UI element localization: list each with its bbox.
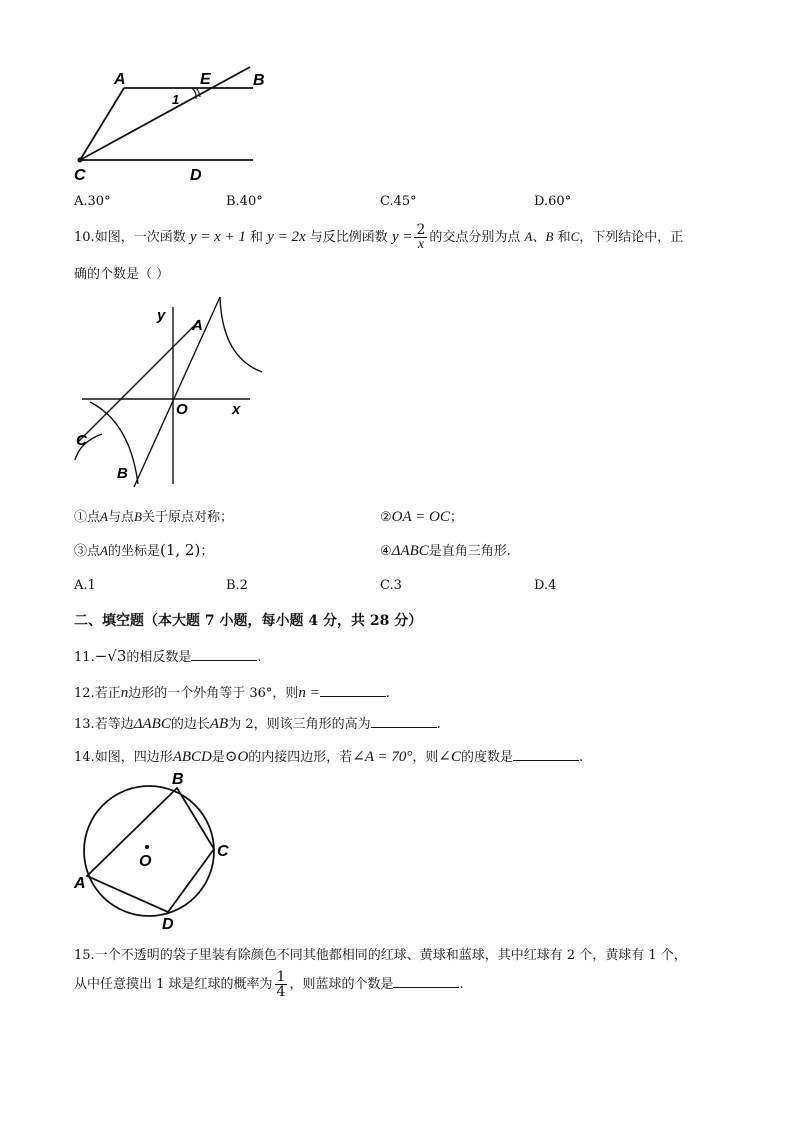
s1-pre: ①点 bbox=[74, 510, 101, 525]
q12-end: . bbox=[385, 686, 390, 701]
q10-option-c: C.3 bbox=[380, 578, 402, 593]
q15-text-1: 一个不透明的袋子里装有除颜色不同其他都相同的红球、黄球和蓝球，其中红球有 2 个，黄球有 1 个， bbox=[94, 948, 687, 963]
q12-n: n bbox=[120, 685, 129, 701]
s1-a: A bbox=[100, 509, 108, 524]
s2-pre: ② bbox=[380, 510, 392, 525]
q10-text-4: 的交点分别为点 bbox=[429, 230, 521, 245]
q10-number: 10. bbox=[74, 230, 95, 245]
q9-option-a: A.30° bbox=[74, 194, 111, 209]
q9-figure bbox=[70, 62, 280, 187]
q10-func-2: y = 2x bbox=[267, 229, 306, 245]
circle-o bbox=[84, 786, 214, 916]
q10-and: 和 bbox=[557, 230, 571, 245]
label-a: A bbox=[114, 71, 126, 88]
q12-text-2: 边形的一个外角等于 36°，则 bbox=[128, 686, 299, 701]
question-11 bbox=[74, 646, 262, 665]
q13-number: 13. bbox=[74, 717, 95, 732]
q10-option-b: B.2 bbox=[226, 578, 248, 593]
q10-text-2: 和 bbox=[250, 230, 264, 245]
label-o: O bbox=[176, 401, 188, 418]
q14-math-4: ∠C bbox=[438, 749, 461, 765]
label-o: O bbox=[139, 853, 152, 870]
q13-text-2: 的边长 bbox=[170, 717, 210, 732]
label-e: E bbox=[200, 71, 211, 88]
q13-math-1: ΔABC bbox=[133, 716, 171, 732]
label-x: x bbox=[232, 401, 241, 418]
s3-pre: ③点 bbox=[74, 544, 101, 559]
label-d: D bbox=[162, 916, 174, 933]
q10-point-a: A bbox=[524, 229, 533, 244]
question-14 bbox=[74, 746, 583, 766]
q14-text-3: 的内接四边形，若 bbox=[248, 750, 353, 765]
q12-text-1: 若正 bbox=[94, 686, 121, 701]
q10-text-1: 如图，一次函数 bbox=[94, 230, 186, 245]
s3-a: A bbox=[100, 543, 108, 558]
q15-text-2: 从中任意摸出 1 球是红球的概率为 bbox=[74, 977, 273, 992]
label-y: y bbox=[157, 307, 166, 324]
q10-func-1: y = x + 1 bbox=[189, 229, 246, 245]
question-13 bbox=[74, 713, 441, 733]
q10-func-3-left: y = bbox=[391, 229, 413, 245]
s1-mid: 与点 bbox=[107, 510, 134, 525]
q13-text-3: 为 2，则该三角形的高为 bbox=[228, 717, 371, 732]
s4-post: 是直角三角形. bbox=[428, 544, 511, 559]
q14-answer-blank[interactable] bbox=[513, 748, 579, 761]
q12-number: 12. bbox=[74, 686, 95, 701]
q10-frac-num: 2 bbox=[416, 222, 426, 238]
q14-figure bbox=[70, 766, 245, 934]
q11-end: . bbox=[257, 650, 262, 665]
s4-math: ΔABC bbox=[391, 543, 429, 559]
line-y-2x bbox=[134, 297, 220, 487]
q14-math-1: ABCD bbox=[172, 749, 212, 765]
label-c: C bbox=[74, 167, 86, 184]
hyperbola-upper bbox=[220, 297, 262, 372]
q14-end: . bbox=[579, 750, 584, 765]
q15-end: . bbox=[459, 977, 464, 992]
q13-answer-blank[interactable] bbox=[371, 715, 437, 728]
q11-number: 11. bbox=[74, 650, 95, 665]
point-c bbox=[78, 158, 83, 163]
q15-frac-den: 4 bbox=[276, 984, 286, 1000]
q15-frac-num: 1 bbox=[276, 969, 286, 985]
s4-pre: ④ bbox=[380, 544, 392, 559]
q10-statement-4 bbox=[380, 540, 511, 560]
q10-text-3: 与反比例函数 bbox=[309, 230, 388, 245]
q10-statement-3 bbox=[74, 540, 213, 559]
q14-math-3: ∠A = 70° bbox=[352, 749, 413, 765]
q10-option-d: D.4 bbox=[534, 578, 557, 593]
q15-answer-blank[interactable] bbox=[393, 975, 459, 988]
q13-end: . bbox=[436, 717, 441, 732]
q10-statement-2 bbox=[380, 506, 463, 526]
segment-ac bbox=[80, 88, 124, 160]
label-1: 1 bbox=[172, 92, 180, 107]
label-a: A bbox=[192, 317, 203, 334]
q10-option-a: A.1 bbox=[74, 578, 96, 593]
q10-statement-1 bbox=[74, 506, 233, 525]
hyperbola-lower bbox=[90, 402, 138, 484]
q14-math-2: ⊙O bbox=[224, 749, 249, 765]
q9-option-d: D.60° bbox=[534, 194, 572, 209]
s3-mid: 的坐标是 bbox=[107, 544, 160, 559]
q10-figure bbox=[70, 292, 270, 492]
q10-func-3-fraction bbox=[414, 223, 427, 252]
q11-answer-blank[interactable] bbox=[191, 648, 257, 661]
label-b: B bbox=[172, 771, 184, 788]
q14-text-4: ，则 bbox=[412, 750, 439, 765]
q10-stem-line2: 确的个数是（ ） bbox=[74, 267, 170, 282]
s1-post: 关于原点对称； bbox=[141, 510, 233, 525]
q14-text-5: 的度数是 bbox=[461, 750, 514, 765]
q12-answer-blank[interactable] bbox=[320, 684, 386, 697]
q13-text-1: 若等边 bbox=[94, 717, 134, 732]
q14-text-1: 如图，四边形 bbox=[94, 750, 173, 765]
q10-text-5: ，下列结论中，正 bbox=[579, 230, 684, 245]
q11-text: 的相反数是 bbox=[126, 650, 192, 665]
q12-math: n = bbox=[298, 685, 320, 701]
q10-frac-den: x bbox=[417, 237, 425, 252]
s2-math: OA = OC bbox=[391, 509, 450, 525]
label-b: B bbox=[117, 465, 128, 482]
q15-number: 15. bbox=[74, 948, 95, 963]
q10-point-c: C bbox=[570, 229, 580, 244]
q14-text-2: 是 bbox=[211, 750, 225, 765]
question-15-line-2 bbox=[74, 965, 464, 1005]
q10-sep: 、 bbox=[532, 230, 546, 245]
s3-post: ； bbox=[200, 544, 214, 559]
label-c: C bbox=[76, 432, 87, 449]
section-2-title: 二、填空题（本大题 7 小题，每小题 4 分，共 28 分） bbox=[74, 613, 423, 629]
center-dot bbox=[145, 845, 149, 849]
s3-math: (1, 2) bbox=[159, 541, 201, 559]
q13-math-2: AB bbox=[209, 716, 229, 732]
quadrilateral-abcd bbox=[87, 788, 214, 912]
question-12 bbox=[74, 682, 390, 702]
s1-b: B bbox=[133, 509, 142, 524]
s2-post: ； bbox=[449, 510, 463, 525]
ray-ce bbox=[80, 67, 250, 160]
q10-point-b: B bbox=[545, 229, 554, 244]
question-15-line-1 bbox=[74, 944, 687, 963]
label-d: D bbox=[190, 167, 202, 184]
q14-number: 14. bbox=[74, 750, 95, 765]
q9-option-c: C.45° bbox=[380, 194, 417, 209]
label-a: A bbox=[74, 875, 86, 892]
label-c: C bbox=[217, 843, 229, 860]
q15-fraction bbox=[275, 970, 288, 999]
label-b: B bbox=[253, 72, 265, 89]
q15-text-3: ，则蓝球的个数是 bbox=[289, 977, 394, 992]
q9-option-b: B.40° bbox=[226, 194, 263, 209]
q11-math: −√3 bbox=[94, 647, 127, 665]
q10-stem-line1 bbox=[74, 219, 683, 256]
